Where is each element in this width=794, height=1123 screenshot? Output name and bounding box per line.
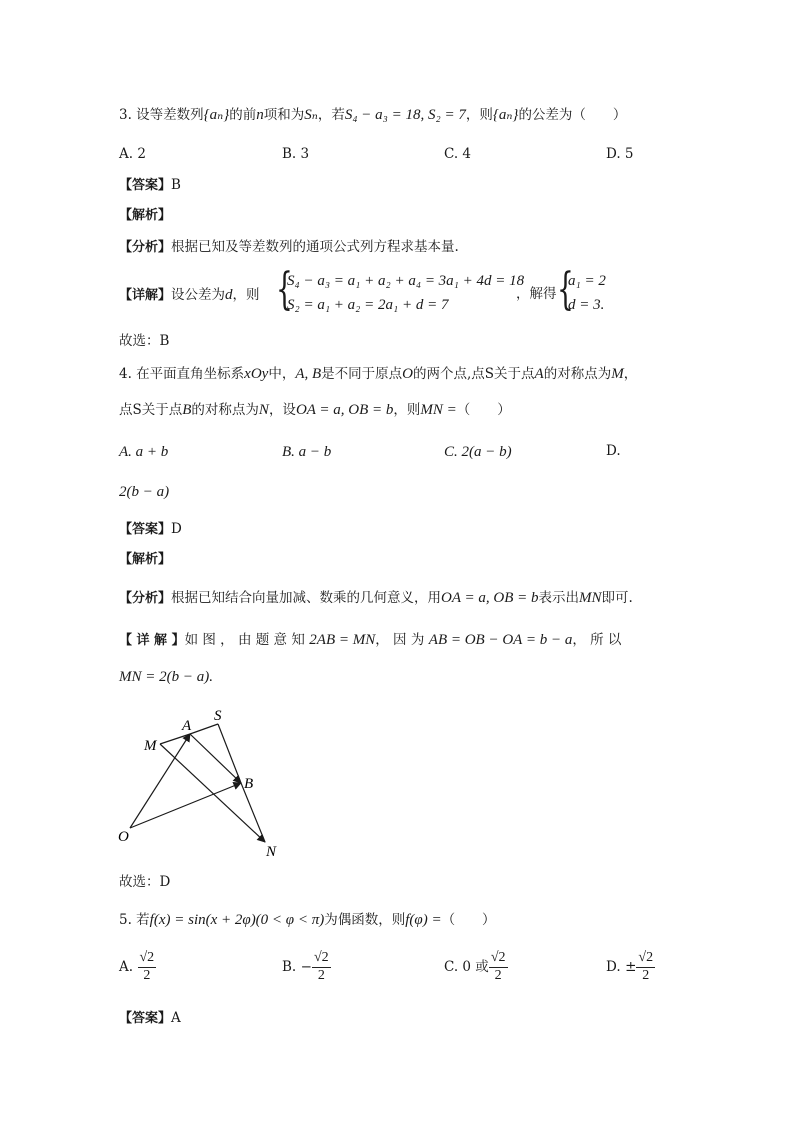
q4-option-d: D. xyxy=(606,443,621,459)
q3-system-brace: { xyxy=(276,264,293,315)
q3-eq1: S₄ − a₃ = a₁ + a₂ + a₄ = 3a₁ + 4d = 18 xyxy=(287,273,525,289)
q5-stem: 5. 若f(x) = sin(x + 2φ)(0 < φ < π)为偶函数，则f(φ) =（ ） xyxy=(119,912,496,928)
q3-stem: 3. 设等差数列{aₙ}的前n项和为Sₙ，若S₄ − a₃ = 18, S₂ = 7，则{aₙ}的公差为（ ） xyxy=(119,107,627,123)
segment-ma xyxy=(160,734,190,744)
vector-ob xyxy=(130,783,241,828)
q4-stem-line1: 4. 在平面直角坐标系xOy中，A, B是不同于原点O的两个点,点S关于点A的对称点为M， xyxy=(119,366,638,382)
q3-answer: 【答案】B xyxy=(119,177,181,193)
q5-option-b: B. − $\frac{√2}{2}$ xyxy=(282,950,329,983)
q4-jiexi-heading: 【解析】 xyxy=(119,552,172,567)
q4-guxuan: 故选：D xyxy=(119,874,171,890)
q3-sol1: a₁ = 2 xyxy=(568,273,606,289)
label-s: S xyxy=(214,708,222,724)
q3-guxuan: 故选：B xyxy=(119,333,170,349)
q5-option-c: C. 0 或 $\frac{√2}{2}$ xyxy=(444,950,506,983)
label-n: N xyxy=(266,844,277,860)
q3-xiangjie-intro: 【详解】设公差为d，则 xyxy=(119,287,260,303)
label-b: B xyxy=(244,776,254,792)
q3-option-c: C. 4 xyxy=(444,146,472,162)
segment-sb xyxy=(218,724,241,783)
q5-option-d: D. ± $\frac{√2}{2}$ xyxy=(606,950,654,983)
q3-jiexi-heading: 【解析】 xyxy=(119,208,172,223)
segment-as xyxy=(190,724,218,734)
vector-oa xyxy=(130,734,190,828)
q4-stem-line2: 点S关于点B的对称点为N，设OA = a, OB = b，则MN =（ ） xyxy=(119,402,511,418)
q4-fenxi: 【分析】根据已知结合向量加减、数乘的几何意义，用OA = a, OB = b表示出MN即可. xyxy=(119,590,633,606)
label-m: M xyxy=(144,738,157,754)
q4-option-d-expression: 2(b − a) xyxy=(119,484,170,500)
q3-option-d: D. 5 xyxy=(606,146,634,162)
q4-vector-figure xyxy=(110,700,300,860)
q5-answer: 【答案】A xyxy=(119,1010,181,1026)
q3-sol2: d = 3. xyxy=(568,297,605,313)
q4-option-a: A. a + b xyxy=(119,444,169,460)
label-a: A xyxy=(182,718,192,734)
vector-mn xyxy=(160,744,265,842)
vector-ab xyxy=(190,734,241,783)
q3-solution-brace: { xyxy=(557,264,574,315)
q4-xiangjie-line2: MN = 2(b − a). xyxy=(119,669,213,685)
q4-xiangjie-line1: 【 详 解 】如 图 ， 由 题 意 知 2AB = MN， 因 为 AB = OB − OA = b − a， 所 以 xyxy=(119,632,622,648)
q3-option-b: B. 3 xyxy=(282,146,310,162)
q3-eq2: S₂ = a₁ + a₂ = 2a₁ + d = 7 xyxy=(287,297,449,313)
label-o: O xyxy=(118,829,129,845)
q3-option-a: A. 2 xyxy=(119,146,146,162)
q4-option-c: C. 2(a − b) xyxy=(444,444,512,460)
q5-option-a: A. $\frac{√2}{2}$ xyxy=(119,950,155,983)
q4-answer: 【答案】D xyxy=(119,521,182,537)
q4-option-b: B. a − b xyxy=(282,444,332,460)
q3-fenxi: 【分析】根据已知及等差数列的通项公式列方程求基本量. xyxy=(119,239,459,255)
q3-jiede: ，解得 xyxy=(516,286,557,302)
